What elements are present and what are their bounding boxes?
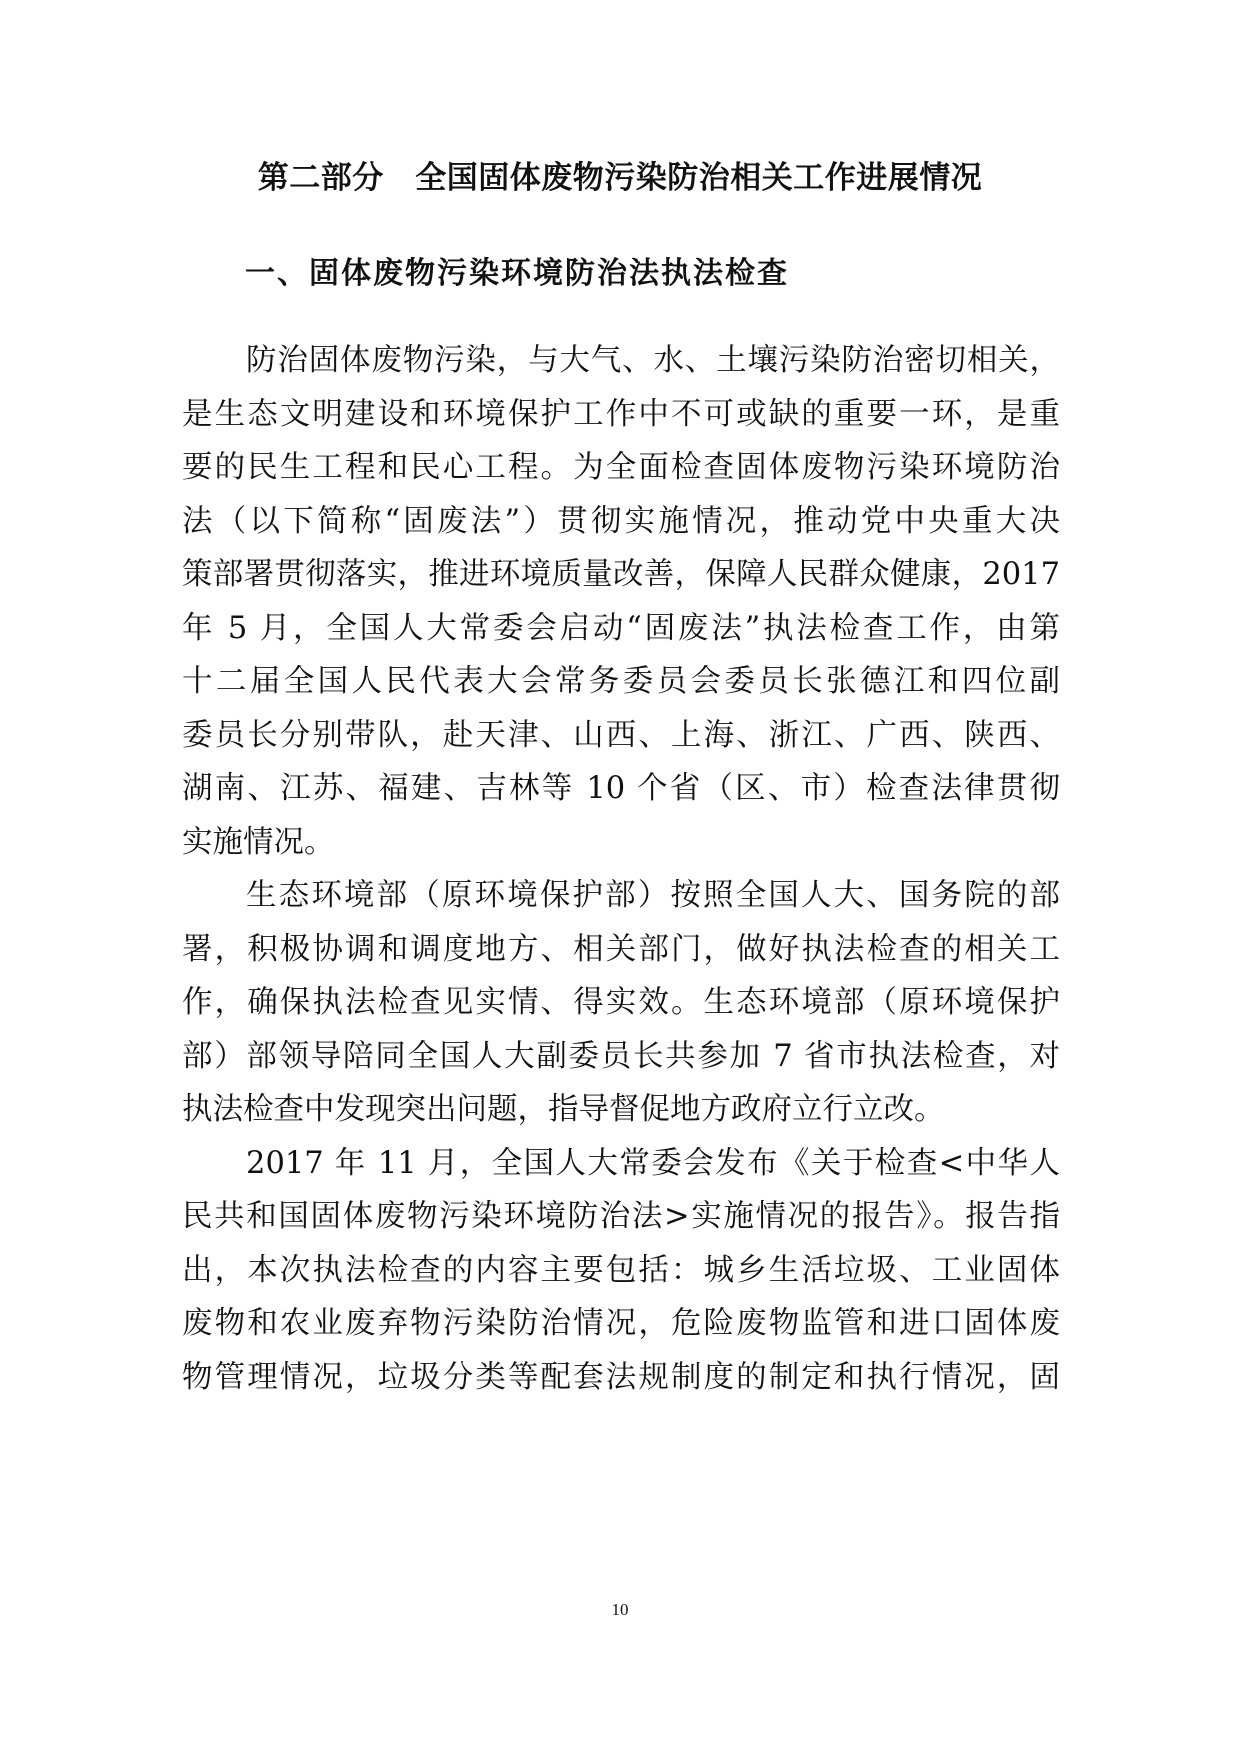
text-line: 2017 年 11 月，全国人大常委会发布《关于检查<中华人 [246,1145,1060,1181]
paragraph-3 [182,1137,1060,1405]
body-text [182,334,1060,1404]
text-line: 防治固体废物污染，与大气、水、土壤污染防治密切相关， [246,343,1060,378]
text-line: 民共和国固体废物污染环境防治法>实施情况的报告》。报告指 [182,1199,1060,1234]
paragraph-2 [182,869,1060,1137]
text-line: 署，积极协调和调度地方、相关部门，做好执法检查的相关工 [182,931,1060,967]
text-line: 是生态文明建设和环境保护工作中不可或缺的重要一环，是重 [182,396,1060,432]
text-line: 物管理情况，垃圾分类等配套法规制度的制定和执行情况，固 [182,1359,1060,1395]
text-line: 执法检查中发现突出问题，指导督促地方政府立行立改。 [182,1092,945,1127]
text-line: 年 5 月，全国人大常委会启动“固废法”执法检查工作，由第 [182,610,1060,646]
section-heading: 一、固体废物污染环境防治法执法检查 [245,256,789,291]
page-number: 10 [611,1600,629,1619]
text-line: 部）部领导陪同全国人大副委员长共参加 7 省市执法检查，对 [182,1038,1060,1074]
paragraph-1 [182,334,1060,869]
text-line: 废物和农业废弃物污染防治情况，危险废物监管和进口固体废 [182,1306,1060,1341]
text-line: 生态环境部（原环境保护部）按照全国人大、国务院的部 [246,878,1060,913]
text-line: 作，确保执法检查见实情、得实效。生态环境部（原环境保护 [182,985,1060,1020]
text-line: 要的民生工程和民心工程。为全面检查固体废物污染环境防治 [182,450,1060,485]
part-title: 第二部分 全国固体废物污染防治相关工作进展情况 [257,160,983,196]
text-line: 实施情况。 [182,824,335,860]
text-line: 策部署贯彻落实，推进环境质量改善，保障人民群众健康，2017 [182,557,1060,592]
text-line: 法（以下简称“固废法”）贯彻实施情况，推动党中央重大决 [182,503,1060,539]
text-line: 出，本次执法检查的内容主要包括：城乡生活垃圾、工业固体 [182,1252,1060,1288]
text-line: 十二届全国人民代表大会常务委员会委员长张德江和四位副 [182,664,1060,699]
text-line: 湖南、江苏、福建、吉林等 10 个省（区、市）检查法律贯彻 [182,771,1060,806]
text-line: 委员长分别带队，赴天津、山西、上海、浙江、广西、陕西、 [182,717,1060,753]
